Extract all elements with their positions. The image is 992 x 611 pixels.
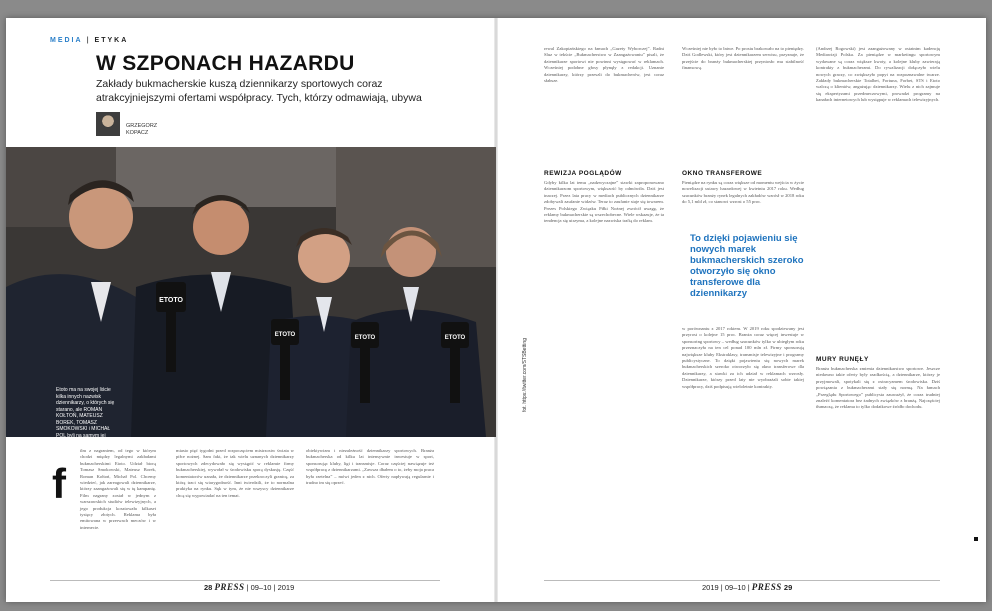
footer-rule xyxy=(50,580,440,581)
author-byline xyxy=(126,123,157,137)
body-column-3: obiektywizm i niezależność dziennikarzy sportowych. Branża bukmacherska od kilku lat intensywnie inwestuje w sport, sponsorując kluby, ligi i transmisje. Coraz częściej nawiązuje też współpracę z dziennikarzami. „Zawsza dbałem o to, żeby moja praca była rzetelna” – mówi jeden z nich. Oferty napływają regularnie i trudno im się oprzeć. xyxy=(306,448,434,486)
magazine-brand: PRESS xyxy=(214,582,245,592)
section-tag: MEDIA | ETYKA xyxy=(50,37,129,44)
photo-caption: Etoto ma na swojej liście kilka innych nazwisk dziennikarzy, o których się starano, ale ROMAN KOŁTOŃ, MATEUSZ BOREK, TOMASZ SMOKOWSKI i MICHAŁ POL byli na samym jej szczycie xyxy=(56,387,115,445)
left-page xyxy=(6,18,496,602)
author-avatar xyxy=(96,112,120,136)
right-page-footer: 2019 | 09–10 | PRESS 29 xyxy=(702,582,793,592)
lead-photo xyxy=(6,147,496,445)
article-title: W SZPONACH HAZARDU xyxy=(96,52,355,75)
subhead-rewizja: REWIZJA POGLĄDÓW xyxy=(544,170,622,177)
photo-credit: fot. https://twitter.com/STSBetting xyxy=(522,338,528,412)
end-of-article-mark xyxy=(974,537,978,541)
footer-rule xyxy=(544,580,940,581)
body-column-6b: Branża bukmacherska zmienia dziennikarstwo sportowe. Jeszcze niedawno takie oferty były rzadkością, a dziennikarze, którzy je przyjmowali, spotykali się z ostracyzmem środowiska. Dziś powiązania z bukmacherami stały się normą. Na łamach „Przeglądu Sportowego” publicysta zauważył, że coraz trudniej znaleźć komentatora bez żadnych związków z branżą. Najczęściej tłumaczą, że reklama to tylko dodatkowe źródło dochodu. xyxy=(816,366,940,410)
right-page xyxy=(496,18,986,602)
article-lede: Zakłady bukmacherskie kuszą dziennikarzy sportowych coraz atrakcyjniejszymi ofertami współpracy. Tych, którzy odmawiają, ubywa xyxy=(96,78,422,104)
page-number: 29 xyxy=(783,583,793,592)
body-column-1: ilm z nagraniem, od tego w którym chodzi między legalnymi zakładami bukmacherskimi Etoto. Udział biorą Tomasz Smokowski, Mateusz Borek, Roman Kołtoń, Michał Pol. Chcemy wiedzieć, jak zareagowali dziennikarze, którzy zaangażowali się w tę kampanię. Film nagrany został w jednym z warszawskich studiów telewizyjnych, a jego produkcja kosztowała kilkaset tysięcy złotych. Reklama była emitowana w przerwach meczów i w internecie. xyxy=(80,448,156,530)
magazine-brand: PRESS xyxy=(751,582,782,592)
body-column-4: rewal Zakopiańskiego na łamach „Gazety Wyborczej”. Radni Sluz w tekście „Bukmacherstwo w Zaangażowaniu” pisali, że dziennikarze sportowi nie powinni występować w reklamach. Wcześniej podobne głosy płynęły z redakcji. Uznanie dziennikarzy, którzy przeszli do bukmacherów, jest coraz słabsze. xyxy=(544,46,664,84)
author-first-name: GRZEGORZ xyxy=(126,123,158,129)
left-page-footer: 28 PRESS | 09–10 | 2019 xyxy=(204,582,295,592)
body-column-5c: w porównaniu z 2017 rokiem. W 2019 roku spodziewany jest przyrost o kolejne 15 proc. Branża coraz więcej inwestuje w sponsoring sportowy – według szacunków tylko w ubiegłym roku przeznaczyła na ten cel ponad 100 mln zł. Firmy sponsorują największe kluby Ekstraklasy, transmisje telewizyjne i programy publicystyczne. To dzięki pojawieniu się nowych marek bukmacherskich szeroko otworzyło się okno transferowe dla dziennikarzy, a stawki za ich udział w reklamach wzrosły. Dziennikarze, którzy przed laty nie wyobrażali sobie takiej współpracy, dziś podpisują wieloletnie kontrakty. xyxy=(682,326,804,389)
mic-flag-logo: ETOTO xyxy=(354,335,376,341)
section-topic: ETYKA xyxy=(94,37,129,44)
mic-flag-logo: ETOTO xyxy=(274,332,296,338)
body-column-4b: Gdyby kilka lat temu „nadzwyczajne” stawki zaproponowano dziennikarzom sportowym, większość by odmówiła. Dziś jest inaczej. Przez lata pracy w mediach publicznych dziennikarze zdobywali zaufanie widzów. Teraz to zaufanie staje się towarem. Prezes Polskiego Związku Piłki Nożnej zwrócił uwagę, że reklamy bukmacherskie są wszechobecne. Wiele wskazuje, że ta tendencja się utrzyma, a kolejne nazwiska trafią do reklam. xyxy=(544,180,664,224)
issue-year: 2019 xyxy=(277,583,295,592)
issue-year: 2019 xyxy=(702,583,719,592)
subhead-mury: MURY RUNĘŁY xyxy=(816,356,869,363)
author-last-name: KOPACZ xyxy=(126,130,149,136)
mic-flag-logo: ETOTO xyxy=(159,297,183,304)
page-number: 28 xyxy=(204,583,213,592)
body-column-2: miasto pięć tygodni przed rozpoczęciem mistrzostw świata w piłce nożnej. Sam fakt, że tak wielu uznanych dziennikarzy sportowych zdecydowało się wystąpić w reklamie firmy bukmacherskiej, wywołał w środowisku sporą dyskusję. Część komentatorów uznała, że dziennikarze przekroczyli granicę, za którą traci się wiarygodność. Inni twierdzili, że to normalna praktyka na rynku. Sęk w tym, że nie wszyscy dziennikarze chcą się wypowiadać na ten temat. xyxy=(176,448,294,498)
mic-flag-logo: ETOTO xyxy=(444,335,466,341)
subhead-okno: OKNO TRANSFEROWE xyxy=(682,170,763,177)
body-column-5a: Wcześniej nie było to łatwe. Po prostu brakowało na to pieniędzy. Dziś Godlewski, który jest dziennikarzem serwisu, przyznaje, że przejście do branży bukmacherskiej przyniosło mu stabilność finansową. xyxy=(682,46,804,71)
issue-number: 09–10 xyxy=(250,583,272,592)
body-column-5b: Pieniądze na rynku są coraz większe od momentu wejścia w życie nowelizacji ustawy hazardowej w kwietniu 2017 roku. Według szacunków branży rynek legalnych zakładów wzrósł w 2018 roku do 5,1 mld zł, co stanowi wzrost o 55 proc. xyxy=(682,180,804,205)
section-category: MEDIA xyxy=(50,37,83,44)
body-column-6: (Andrzej Rogowski) jest zaangażowany w ostatnim kadencję Mediawizji Polska. Za pieniądze w marketingu sportowym wydawane są coraz większe kwoty, a kolejne kluby zawierają kontrakty z bukmacherami. Do rywalizacji dołączyło wielu nowych graczy, co zwiększyło popyt na rozpoznawalne twarze. Zakłady bukmacherskie Totalbet, Fortuna, Forbet, STS i Etoto walczą o klientów, angażując dziennikarzy. Wielu z nich zajmuje się ekspertyzami przedmeczowymi, prowadzi programy na kanałach internetowych lub występuje w reklamach telewizyjnych. xyxy=(816,46,940,103)
pull-quote: To dzięki pojawieniu się nowych marek bukmacherskich szeroko otworzyło się okno transferowe dla dziennikarzy xyxy=(690,233,804,299)
drop-cap: f xyxy=(52,460,66,507)
issue-number: 09–10 xyxy=(724,583,746,592)
